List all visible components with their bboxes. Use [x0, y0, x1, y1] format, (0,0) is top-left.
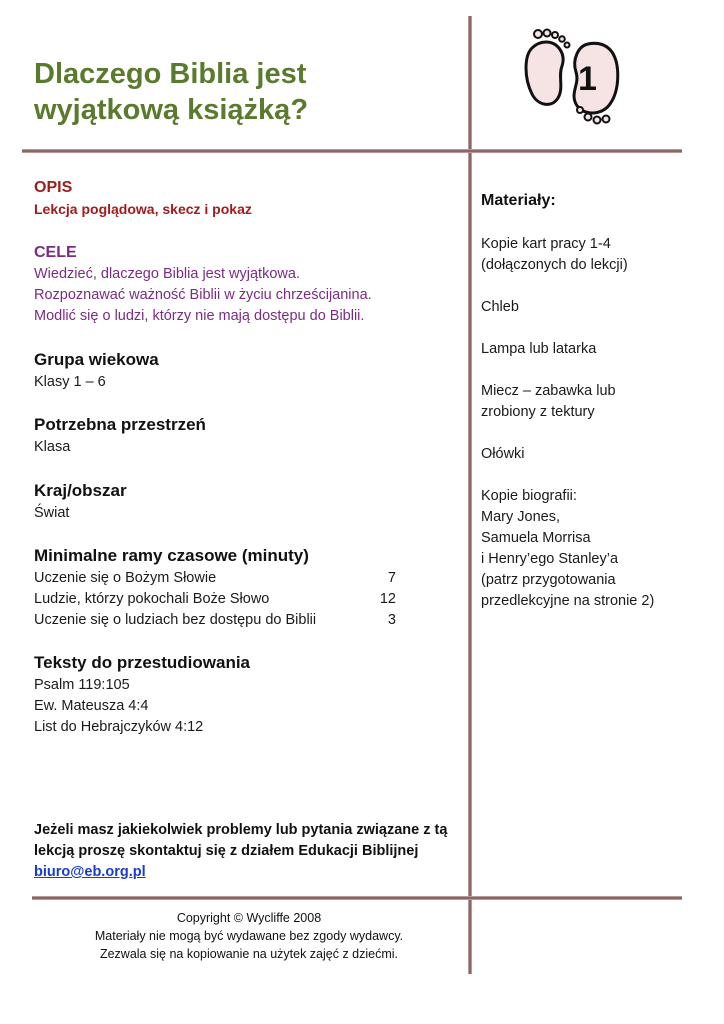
region-heading: Kraj/obszar — [34, 481, 127, 500]
time-row-minutes: 7 — [387, 570, 396, 586]
materials-item: Chleb — [481, 299, 519, 315]
cele-line-2: Rozpoznawać ważność Biblii w życiu chrześcijanina. — [34, 287, 372, 303]
title-line-2: wyjątkową książką? — [34, 94, 309, 126]
opis-section — [34, 179, 252, 217]
cele-section — [34, 244, 372, 327]
age-heading: Grupa wiekowa — [34, 350, 159, 369]
contact-section — [34, 820, 464, 883]
materials-item: Lampa lub latarka — [481, 341, 597, 357]
footer-notice-1: Materiały nie mogą być wydawane bez zgody wydawcy. — [94, 929, 404, 943]
materials-item: Kopie biografii: — [481, 488, 577, 504]
page-title — [34, 56, 454, 128]
contact-line-2: lekcją proszę skontaktuj się z działem Edukacji Biblijnej — [34, 843, 419, 859]
time-row — [34, 589, 396, 610]
time-row-minutes: 12 — [379, 591, 396, 607]
time-row-label: Ludzie, którzy pokochali Boże Słowo — [34, 591, 270, 607]
texts-heading: Teksty do przestudiowania — [34, 653, 251, 672]
vertical-divider — [468, 16, 472, 974]
materials-item: Samuela Morrisa — [481, 530, 591, 546]
text-reference: Psalm 119:105 — [34, 677, 130, 693]
bottom-divider — [32, 896, 682, 900]
time-section — [34, 546, 396, 631]
age-value: Klasy 1 – 6 — [34, 374, 106, 390]
footprints-icon — [518, 26, 626, 126]
text-reference: Ew. Mateusza 4:4 — [34, 698, 149, 714]
space-value: Klasa — [34, 439, 71, 455]
materials-item: (dołączonych do lekcji) — [481, 257, 628, 273]
region-section — [34, 481, 127, 524]
contact-email-link[interactable]: biuro@eb.org.pl — [34, 864, 146, 880]
materials-item: Mary Jones, — [481, 509, 560, 525]
text-reference: List do Hebrajczyków 4:12 — [34, 719, 204, 735]
cele-line-1: Wiedzieć, dlaczego Biblia jest wyjątkowa. — [34, 266, 300, 282]
title-line-1: Dlaczego Biblia jest — [34, 58, 307, 90]
footer — [34, 909, 464, 963]
space-heading: Potrzebna przestrzeń — [34, 415, 206, 434]
materials-item: (patrz przygotowania — [481, 572, 616, 588]
footer-notice-2: Zezwala się na kopiowanie na użytek zajęć z dziećmi. — [99, 947, 399, 961]
age-section — [34, 350, 159, 393]
cele-heading: CELE — [34, 244, 77, 261]
time-row — [34, 610, 396, 631]
materials-heading: Materiały: — [481, 192, 556, 209]
materials-item: zrobiony z tektury — [481, 404, 595, 420]
opis-heading: OPIS — [34, 179, 73, 196]
materials-item: przedlekcyjne na stronie 2) — [481, 593, 655, 609]
space-section — [34, 415, 206, 458]
cele-line-3: Modlić się o ludzi, którzy nie mają dostępu do Biblii. — [34, 308, 365, 324]
region-value: Świat — [34, 505, 70, 521]
time-row-label: Uczenie się o ludziach bez dostępu do Biblii — [34, 612, 317, 628]
lesson-number: 1 — [578, 60, 597, 98]
materials-item: i Henry’ego Stanley’a — [481, 551, 619, 567]
opis-text: Lekcja poglądowa, skecz i pokaz — [34, 201, 252, 217]
top-divider — [22, 149, 682, 153]
materials-item: Ołówki — [481, 446, 525, 462]
contact-line-1: Jeżeli masz jakiekolwiek problemy lub pytania związane z tą — [34, 822, 448, 838]
time-heading: Minimalne ramy czasowe (minuty) — [34, 546, 309, 565]
time-row-label: Uczenie się o Bożym Słowie — [34, 570, 217, 586]
time-row — [34, 568, 396, 589]
time-row-minutes: 3 — [387, 612, 396, 628]
copyright: Copyright © Wycliffe 2008 — [176, 911, 322, 925]
materials-section — [481, 192, 711, 612]
texts-section — [34, 653, 250, 738]
materials-item: Miecz – zabawka lub — [481, 383, 616, 399]
materials-item: Kopie kart pracy 1-4 — [481, 236, 611, 252]
